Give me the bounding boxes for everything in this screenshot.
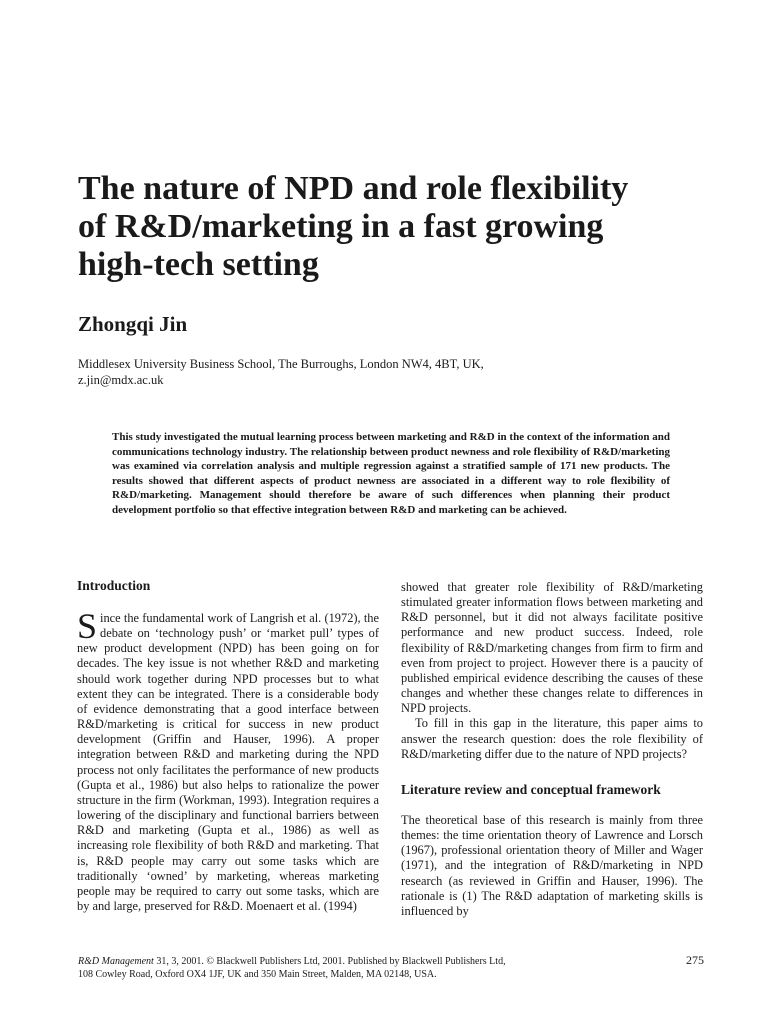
footer-citation-line: [78, 955, 706, 968]
footer-citation: 31, 3, 2001. © Blackwell Publishers Ltd, 2001. Published by Blackwell Publishers Ltd,: [153, 956, 506, 967]
section-heading-literature-review: Literature review and conceptual framework: [401, 781, 661, 797]
page-number: 275: [686, 953, 704, 967]
right-column: [401, 580, 703, 919]
left-column: [77, 577, 379, 914]
page-footer: [78, 955, 706, 981]
title-line: of R&D/marketing in a fast growing: [78, 208, 604, 245]
body-paragraph: To fill in this gap in the literature, this paper aims to answer the research question: does the role flexibility of R&D/marketing differ due to the nature of NPD projects?: [401, 716, 703, 761]
drop-cap: S: [77, 606, 98, 646]
affiliation-line: Middlesex University Business School, The Burroughs, London NW4, 4BT, UK,: [78, 357, 484, 371]
footer-address: 108 Cowley Road, Oxford OX4 1JF, UK and 350 Main Street, Malden, MA 02148, USA.: [78, 969, 437, 980]
author-name: Zhongqi Jin: [78, 312, 188, 336]
intro-paragraph-text: ince the fundamental work of Langrish et al. (1972), the debate on ‘technology push’ or ‘market pull’ types of new product development (NPD) has been going on for decades. The key issue is not whether R&D and marketing should work together during NPD processes but to what extent they can be integrated. There is a considerable body of evidence demonstrating that a good interface between R&D/marketing is critical for success in new product development (Griffin and Hauser, 1996). A proper integration between R&D and marketing during the NPD process not only facilitates the performance of new products (Gupta et al., 1986) but also helps to rationalize the power structure in the firm (Workman, 1993). Integration requires a lowering of the disciplinary and functional barriers between R&D and marketing (Gupta et al., 1986) as well as increasing role flexibility of both R&D and marketing. That is, R&D people may carry out some tasks which are traditionally ‘owned’ by marketing, whereas marketing people may be required to carry out some tasks, which are by and large, preserved for R&D. Moenaert et al. (1994): [77, 611, 379, 913]
affiliation: [78, 356, 698, 388]
author-email: z.jin@mdx.ac.uk: [78, 373, 164, 387]
body-paragraph: showed that greater role flexibility of R&D/marketing stimulated greater information flows between marketing and R&D personnel, but it did not always facilitate positive performance and new product success. Indeed, role flexibility of R&D/marketing changes from firm to firm and even from project to project. However there is a paucity of published empirical evidence describing the causes of these changes and whether these changes relate to differences in NPD projects.: [401, 580, 703, 716]
intro-paragraph: [77, 606, 379, 914]
paper-title: [78, 170, 718, 284]
body-paragraph: The theoretical base of this research is mainly from three themes: the time orientation theory of Lawrence and Lorsch (1967), professional orientation theory of Miller and Wager (1971), and the integration of R&D/marketing in NPD research (as reviewed in Griffin and Hauser, 1996). The rationale is (1) The R&D adaptation of marketing skills is influenced by: [401, 812, 703, 918]
title-line: The nature of NPD and role flexibility: [78, 170, 629, 207]
journal-name: R&D Management: [78, 956, 154, 967]
section-heading-introduction: Introduction: [77, 578, 151, 593]
title-line: high-tech setting: [78, 246, 319, 283]
abstract: This study investigated the mutual learning process between marketing and R&D in the context of the information and communications technology industry. The relationship between product newness and role flexibility of R&D/marketing was examined via correlation analysis and multiple regression against a stratified sample of 171 new products. The results showed that different aspects of product newness are associated in a different way to role flexibility of R&D/marketing. Management should therefore be aware of such differences when planning their product development portfolio so that effective integration between R&D and marketing can be achieved.: [112, 431, 670, 516]
